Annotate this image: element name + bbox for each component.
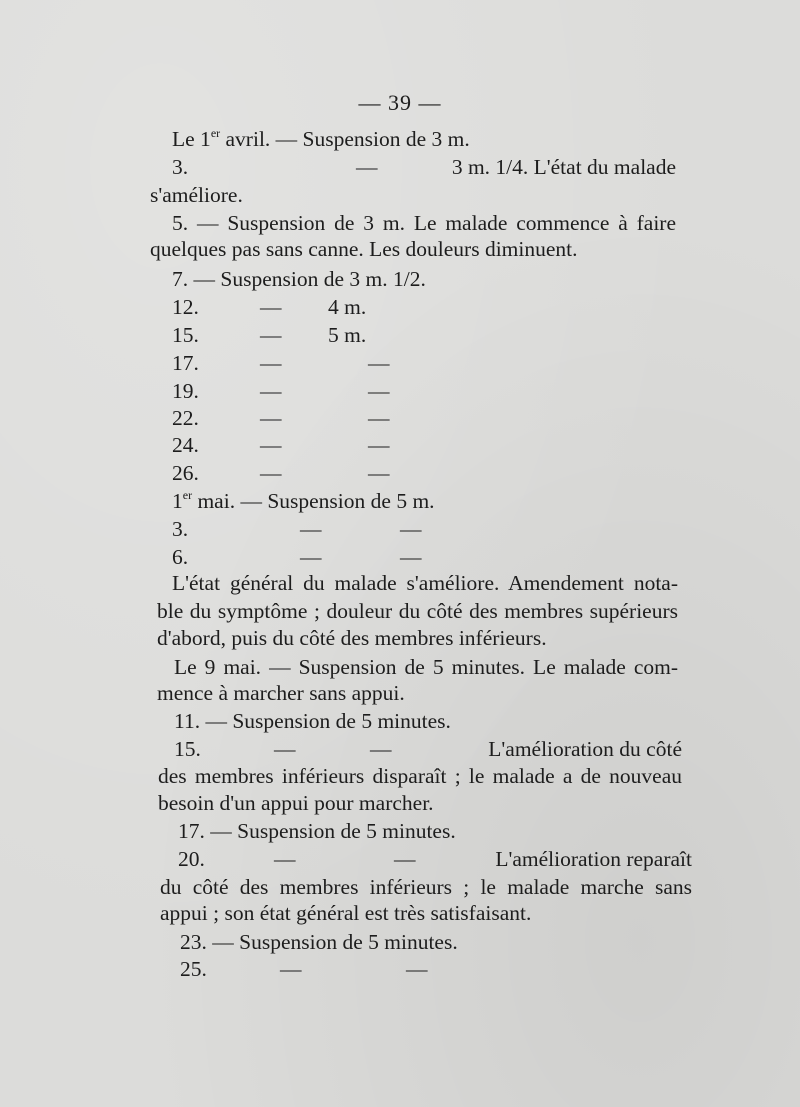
ditto-dash: — bbox=[260, 379, 282, 403]
superscript: er bbox=[182, 488, 193, 502]
text-line-13 bbox=[172, 460, 676, 486]
day-number: 26. bbox=[172, 461, 199, 485]
day-number: 17. bbox=[172, 351, 199, 375]
day-number: 24. bbox=[172, 433, 199, 457]
text-line-28: du côté des membres inférieurs ; le malade marche sans bbox=[160, 875, 692, 899]
ditto-dash: — bbox=[368, 379, 390, 403]
ditto-dash: — bbox=[274, 847, 296, 871]
text-fragment: 3 m. 1/4. L'état du malade bbox=[451, 155, 676, 179]
text-fragment: L'amélioration reparaît bbox=[495, 847, 692, 871]
text-line-29: appui ; son état général est très satisfaisant. bbox=[160, 901, 532, 925]
text-fragment: L'amélioration du côté bbox=[488, 737, 682, 761]
text-fragment: 1 bbox=[172, 489, 183, 513]
day-number: 22. bbox=[172, 406, 199, 430]
text-line-15 bbox=[172, 516, 676, 542]
text-line-16 bbox=[172, 544, 676, 570]
day-number: 15. bbox=[174, 737, 201, 761]
text-line-4: 5. — Suspension de 3 m. Le malade commence à faire bbox=[172, 211, 676, 235]
text-line-5: quelques pas sans canne. Les douleurs diminuent. bbox=[150, 237, 578, 261]
ditto-dash: — bbox=[370, 737, 392, 761]
text-line-14 bbox=[172, 488, 435, 514]
duration: 4 m. bbox=[328, 295, 367, 319]
ditto-dash: — bbox=[368, 406, 390, 430]
ditto-dash: — bbox=[300, 517, 322, 541]
ditto-dash: — bbox=[260, 323, 282, 347]
text-line-19: d'abord, puis du côté des membres inférieurs. bbox=[157, 626, 547, 650]
text-line-2 bbox=[172, 154, 676, 180]
text-line-18: ble du symptôme ; douleur du côté des membres supérieurs bbox=[157, 599, 678, 623]
text-line-9 bbox=[172, 350, 676, 376]
ditto-dash: — bbox=[400, 545, 422, 569]
day-number: 3. bbox=[172, 155, 189, 179]
ditto-dash: — bbox=[300, 545, 322, 569]
text-line-7 bbox=[172, 294, 676, 320]
ditto-dash: — bbox=[406, 957, 428, 981]
text-line-31 bbox=[180, 956, 680, 982]
duration: 5 m. bbox=[328, 323, 367, 347]
text-line-17: L'état général du malade s'améliore. Amendement nota- bbox=[172, 571, 678, 595]
text-fragment: avril. — Suspension de 3 m. bbox=[220, 127, 470, 151]
text-line-21: mence à marcher sans appui. bbox=[157, 681, 405, 705]
ditto-dash: — bbox=[368, 351, 390, 375]
text-line-24: des membres inférieurs disparaît ; le malade a de nouveau bbox=[158, 764, 682, 788]
ditto-dash: — bbox=[356, 155, 378, 179]
text-line-1 bbox=[172, 126, 470, 152]
text-line-3: s'améliore. bbox=[150, 183, 243, 207]
day-number: 20. bbox=[178, 847, 205, 871]
ditto-dash: — bbox=[400, 517, 422, 541]
text-line-20: Le 9 mai. — Suspension de 5 minutes. Le malade com- bbox=[174, 655, 678, 679]
ditto-dash: — bbox=[368, 433, 390, 457]
day-number: 6. bbox=[172, 545, 189, 569]
day-number: 15. bbox=[172, 323, 199, 347]
day-number: 19. bbox=[172, 379, 199, 403]
text-line-26: 17. — Suspension de 5 minutes. bbox=[178, 819, 456, 843]
ditto-dash: — bbox=[260, 295, 282, 319]
day-number: 12. bbox=[172, 295, 199, 319]
text-line-6: 7. — Suspension de 3 m. 1/2. bbox=[172, 267, 426, 291]
text-line-8 bbox=[172, 322, 676, 348]
text-line-10 bbox=[172, 378, 676, 404]
ditto-dash: — bbox=[260, 461, 282, 485]
day-number: 25. bbox=[180, 957, 207, 981]
text-line-25: besoin d'un appui pour marcher. bbox=[158, 791, 434, 815]
ditto-dash: — bbox=[368, 461, 390, 485]
text-line-23 bbox=[174, 736, 682, 762]
text-fragment: mai. — Suspension de 5 m. bbox=[192, 489, 435, 513]
page-number: — 39 — bbox=[358, 90, 442, 115]
text-line-11 bbox=[172, 405, 676, 431]
text-line-22: 11. — Suspension de 5 minutes. bbox=[174, 709, 451, 733]
ditto-dash: — bbox=[260, 433, 282, 457]
text-line-30: 23. — Suspension de 5 minutes. bbox=[180, 930, 458, 954]
text-line-27 bbox=[178, 846, 692, 872]
text-line-12 bbox=[172, 432, 676, 458]
superscript: er bbox=[210, 126, 221, 140]
ditto-dash: — bbox=[280, 957, 302, 981]
ditto-dash: — bbox=[394, 847, 416, 871]
ditto-dash: — bbox=[260, 406, 282, 430]
day-number: 3. bbox=[172, 517, 189, 541]
ditto-dash: — bbox=[274, 737, 296, 761]
text-fragment: Le 1 bbox=[172, 127, 211, 151]
ditto-dash: — bbox=[260, 351, 282, 375]
